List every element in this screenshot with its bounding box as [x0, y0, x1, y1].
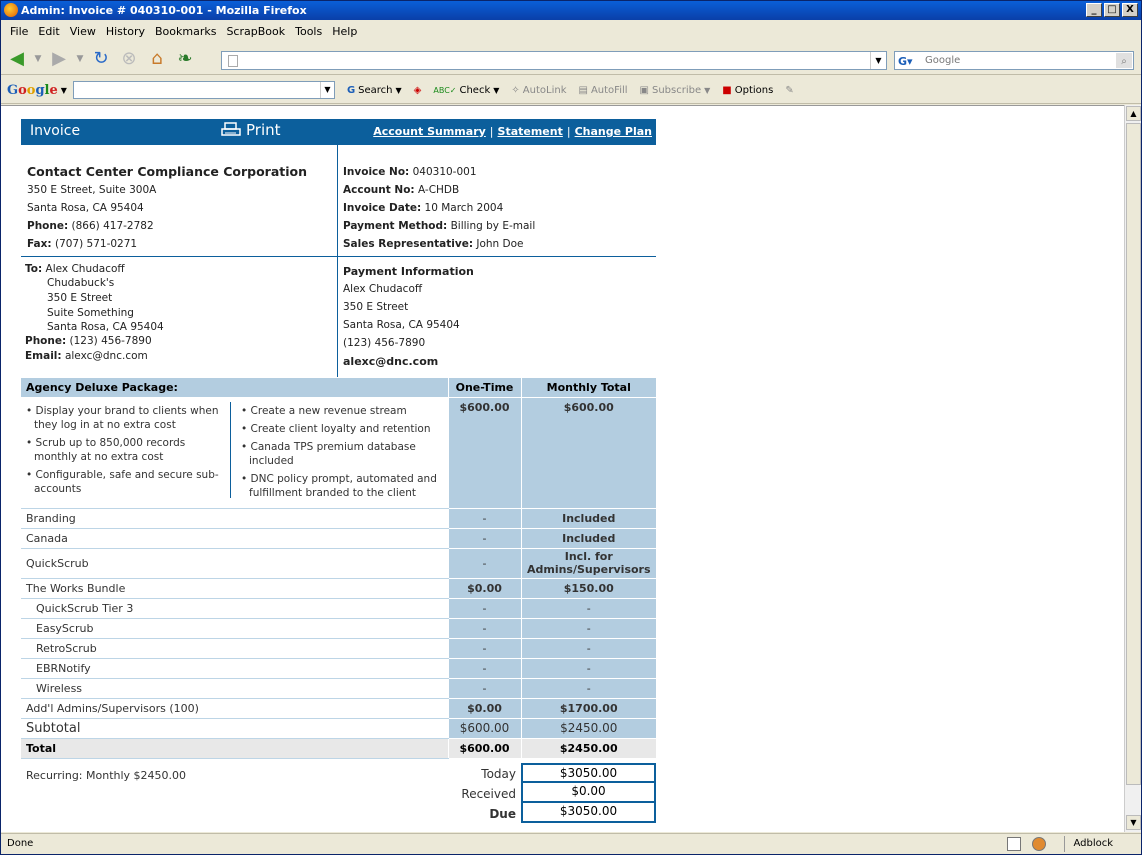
- page-content: [1, 105, 1124, 832]
- invoice-header: Invoice Print Account Summary | Statement | Change Plan: [21, 119, 656, 145]
- google-input-dropdown-icon[interactable]: ▼: [320, 82, 334, 98]
- invoice-items-table: [21, 378, 656, 759]
- rss-icon: ▣: [639, 84, 649, 96]
- stop-icon[interactable]: ⊗: [121, 48, 137, 69]
- scroll-thumb[interactable]: [1126, 123, 1141, 785]
- search-magnifier-icon[interactable]: ⌕: [1116, 53, 1132, 68]
- options-button[interactable]: ■ Options: [722, 84, 774, 96]
- window-title: Admin: Invoice # 040310-001 - Mozilla Firefox: [21, 4, 307, 17]
- sales-rep-label: Sales Representative:: [343, 238, 474, 250]
- reload-icon[interactable]: ↻: [93, 48, 109, 69]
- package-onetime: $600.00: [448, 397, 521, 508]
- billing-details: [21, 257, 656, 377]
- invoice: [21, 119, 656, 377]
- company-phone: (866) 417-2782: [71, 220, 154, 232]
- company-name: Contact Center Compliance Corporation: [27, 164, 308, 179]
- url-bar[interactable]: [221, 51, 887, 70]
- account-no: A-CHDB: [417, 184, 460, 196]
- table-row: RetroScrub - -: [21, 638, 656, 658]
- print-button[interactable]: Print: [221, 121, 281, 139]
- feature-item: • Scrub up to 850,000 records monthly at no extra cost: [26, 436, 186, 463]
- menu-help[interactable]: Help: [332, 24, 358, 38]
- scrapbook-icon[interactable]: ❧: [177, 48, 193, 69]
- scroll-down-icon[interactable]: ▼: [1126, 815, 1141, 830]
- options-icon: ■: [722, 84, 732, 96]
- back-dropdown-icon[interactable]: ▼: [34, 53, 42, 64]
- table-row: EasyScrub - -: [21, 618, 656, 638]
- status-bar: [1, 833, 1141, 854]
- col-monthly-header: Monthly Total: [521, 378, 656, 397]
- sales-rep: John Doe: [476, 238, 524, 250]
- menu-bar: [1, 21, 1141, 41]
- feature-item: • Display your brand to clients when they log in at no extra cost: [26, 404, 219, 431]
- back-icon[interactable]: ◀: [10, 48, 24, 69]
- to-line-4: Santa Rosa, CA 95404: [47, 321, 164, 333]
- autolink-icon: ✧: [511, 84, 520, 96]
- to-line-1: Chudabuck's: [47, 277, 115, 289]
- pagerank-icon[interactable]: ◈: [413, 84, 422, 96]
- invoice-header-details: [21, 145, 656, 257]
- highlighter-icon[interactable]: ✎: [785, 84, 794, 96]
- account-summary-link[interactable]: Account Summary: [373, 125, 486, 138]
- total-row: Total $600.00 $2450.00: [21, 738, 656, 758]
- minimize-button[interactable]: _: [1086, 3, 1102, 17]
- company-fax-label: Fax:: [27, 238, 52, 250]
- to-name: Alex Chudacoff: [45, 263, 125, 275]
- change-plan-link[interactable]: Change Plan: [574, 125, 652, 138]
- addon-status-icon[interactable]: [1032, 837, 1046, 851]
- table-row: Canada - Included: [21, 528, 656, 548]
- divider: [337, 257, 338, 377]
- table-row: QuickScrub - Incl. for Admins/Supervisors: [21, 548, 656, 578]
- due-label: Due: [489, 807, 516, 821]
- spell-check-button[interactable]: ABC✓ Check ▼: [433, 84, 500, 96]
- to-email: alexc@dnc.com: [64, 350, 148, 362]
- feature-item: • Create a new revenue stream: [241, 404, 407, 417]
- url-dropdown-icon[interactable]: ▼: [870, 52, 886, 69]
- features-left-list: [26, 404, 226, 500]
- table-row: Wireless - -: [21, 678, 656, 698]
- table-row: QuickScrub Tier 3 - -: [21, 598, 656, 618]
- printer-icon: [221, 122, 241, 138]
- autofill-button[interactable]: ▤ AutoFill: [578, 84, 628, 96]
- company-phone-label: Phone:: [27, 220, 69, 232]
- subtotal-row: Subtotal $600.00 $2450.00: [21, 718, 656, 738]
- maximize-button[interactable]: □: [1104, 3, 1120, 17]
- google-logo[interactable]: Google: [7, 82, 58, 98]
- google-search-button[interactable]: G Search ▼: [346, 84, 402, 96]
- page-icon: [228, 55, 238, 67]
- invoice-date-label: Invoice Date:: [343, 202, 422, 214]
- menu-bookmarks[interactable]: Bookmarks: [154, 24, 217, 38]
- search-engine-icon[interactable]: G▾: [898, 55, 913, 68]
- package-monthly: $600.00: [521, 397, 656, 508]
- forward-icon[interactable]: ▶: [52, 48, 66, 69]
- payment-address-1: 350 E Street: [343, 301, 409, 313]
- company-address-2: Santa Rosa, CA 95404: [27, 202, 144, 214]
- today-label: Today: [481, 767, 516, 781]
- table-header-row: [21, 378, 656, 397]
- firefox-icon: [4, 3, 18, 17]
- features-right-list: [241, 404, 441, 504]
- table-row: Add'l Admins/Supervisors (100) $0.00 $1700.00: [21, 698, 656, 718]
- search-input[interactable]: G▾ Google ⌕: [894, 51, 1134, 70]
- divider: [230, 402, 231, 498]
- feature-item: • Create client loyalty and retention: [241, 422, 431, 435]
- abc-check-icon: ABC✓: [433, 85, 457, 95]
- invoice-no: 040310-001: [412, 166, 477, 178]
- scroll-up-icon[interactable]: ▲: [1126, 106, 1141, 121]
- google-toolbar: [1, 77, 1141, 104]
- payment-method-label: Payment Method:: [343, 220, 448, 232]
- subscribe-button[interactable]: ▣ Subscribe ▼: [639, 84, 711, 96]
- received-label: Received: [461, 787, 516, 801]
- account-no-label: Account No:: [343, 184, 415, 196]
- menu-tools[interactable]: Tools: [295, 24, 323, 38]
- adblock-button[interactable]: Adblock: [1064, 836, 1121, 852]
- payment-name: Alex Chudacoff: [343, 283, 423, 295]
- payment-info-title: Payment Information: [343, 265, 474, 278]
- close-button[interactable]: X: [1122, 3, 1138, 17]
- autolink-button[interactable]: ✧ AutoLink: [511, 84, 567, 96]
- table-row: The Works Bundle $0.00 $150.00: [21, 578, 656, 598]
- google-search-input[interactable]: [73, 81, 335, 99]
- company-address-1: 350 E Street, Suite 300A: [27, 184, 157, 196]
- home-icon[interactable]: ⌂: [151, 48, 163, 69]
- navigation-toolbar: [1, 43, 1141, 75]
- today-amount: $3050.00: [521, 763, 656, 783]
- menu-file[interactable]: File: [10, 24, 29, 38]
- col-onetime-header: One-Time: [448, 378, 521, 397]
- google-menu-icon[interactable]: ▼: [60, 85, 67, 95]
- recurring-text: Recurring: Monthly $2450.00: [26, 769, 187, 782]
- google-g-icon: G: [346, 84, 356, 96]
- feature-item: • Canada TPS premium database included: [241, 440, 416, 467]
- table-row: Branding - Included: [21, 508, 656, 528]
- features-row: [21, 397, 656, 508]
- payment-address-2: Santa Rosa, CA 95404: [343, 319, 460, 331]
- to-email-label: Email:: [25, 350, 62, 362]
- invoice-title: Invoice: [30, 123, 81, 139]
- page-status-icon[interactable]: [1007, 837, 1021, 851]
- divider: [337, 145, 338, 257]
- vertical-scrollbar[interactable]: [1124, 105, 1141, 832]
- statement-link[interactable]: Statement: [497, 125, 563, 138]
- company-fax: (707) 571-0271: [54, 238, 138, 250]
- received-amount: $0.00: [521, 783, 656, 803]
- payment-method: Billing by E-mail: [450, 220, 536, 232]
- forward-dropdown-icon[interactable]: ▼: [76, 53, 84, 64]
- menu-edit[interactable]: Edit: [38, 24, 60, 38]
- payment-email: alexc@dnc.com: [343, 355, 439, 368]
- table-row: EBRNotify - -: [21, 658, 656, 678]
- feature-item: • DNC policy prompt, automated and fulfillment branded to the client: [241, 472, 437, 499]
- to-phone: (123) 456-7890: [69, 335, 152, 347]
- to-line-2: 350 E Street: [47, 292, 113, 304]
- payment-phone: (123) 456-7890: [343, 337, 426, 349]
- menu-view[interactable]: View: [69, 24, 96, 38]
- package-name: Agency Deluxe Package:: [21, 378, 448, 397]
- due-amount: $3050.00: [521, 803, 656, 823]
- status-text: Done: [7, 838, 34, 849]
- invoice-no-label: Invoice No:: [343, 166, 410, 178]
- to-line-3: Suite Something: [47, 307, 134, 319]
- feature-item: • Configurable, safe and secure sub-accounts: [26, 468, 219, 495]
- to-phone-label: Phone:: [25, 335, 67, 347]
- title-bar: [1, 1, 1141, 20]
- to-label: To:: [25, 263, 43, 275]
- menu-history[interactable]: History: [105, 24, 145, 38]
- autofill-icon: ▤: [578, 84, 588, 96]
- menu-scrapbook[interactable]: ScrapBook: [226, 24, 286, 38]
- invoice-date: 10 March 2004: [424, 202, 504, 214]
